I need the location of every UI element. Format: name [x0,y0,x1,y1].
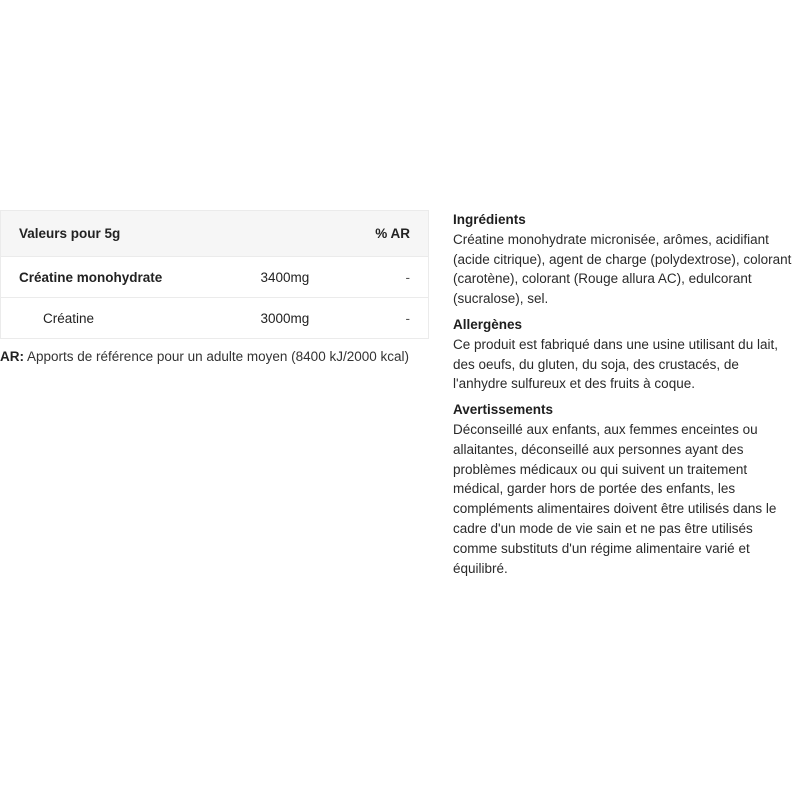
header-ar: % AR [359,211,429,257]
warnings-text: Déconseillé aux enfants, aux femmes enceintes ou allaitantes, déconseillé aux personnes ayant des problèmes médicaux ou qui suivent un traitement médical, garder hors de portée des enfants, les compléments alimentaires doivent être utilisés dans le cadre d'un mode de vie sain et ne pas être utilisés comme substituts d'un régime alimentaire varié et équilibré. [453,421,777,576]
table-header-row [1,211,429,257]
allergens-title: Allergènes [453,316,523,332]
ingredients-section [453,210,793,309]
nutrient-ar: - [359,257,429,298]
ar-footnote-label: AR: [0,349,24,364]
table-row [1,257,429,298]
header-serving: Valeurs pour 5g [1,211,259,257]
nutrient-value: 3000mg [259,298,359,339]
ar-footnote-text: Apports de référence pour un adulte moyen (8400 kJ/2000 kcal) [24,349,409,364]
warnings-title: Avertissements [453,402,554,418]
ingredients-title: Ingrédients [453,212,526,227]
nutrient-name: Créatine [1,298,259,339]
product-info-panel [453,210,793,584]
nutrition-table [0,210,429,339]
allergens-text: Ce produit est fabriqué dans une usine utilisant du lait, des oeufs, du gluten, du soja, des crustacés, de l'anhydre sulfureux et des fruits à coque. [453,336,778,392]
ar-footnote [0,349,429,364]
header-value [259,211,359,257]
nutrition-panel [0,210,429,364]
allergens-section [453,315,793,394]
ingredients-text: Créatine monohydrate micronisée, arômes, acidifiant (acide citrique), agent de charge (polydextrose), colorant (carotène), colorant (Rouge allura AC), edulcorant (sucralose), sel. [453,231,792,307]
nutrient-name: Créatine monohydrate [1,257,259,298]
nutrient-value: 3400mg [259,257,359,298]
table-row [1,298,429,339]
warnings-section [453,400,793,578]
nutrient-ar: - [359,298,429,339]
